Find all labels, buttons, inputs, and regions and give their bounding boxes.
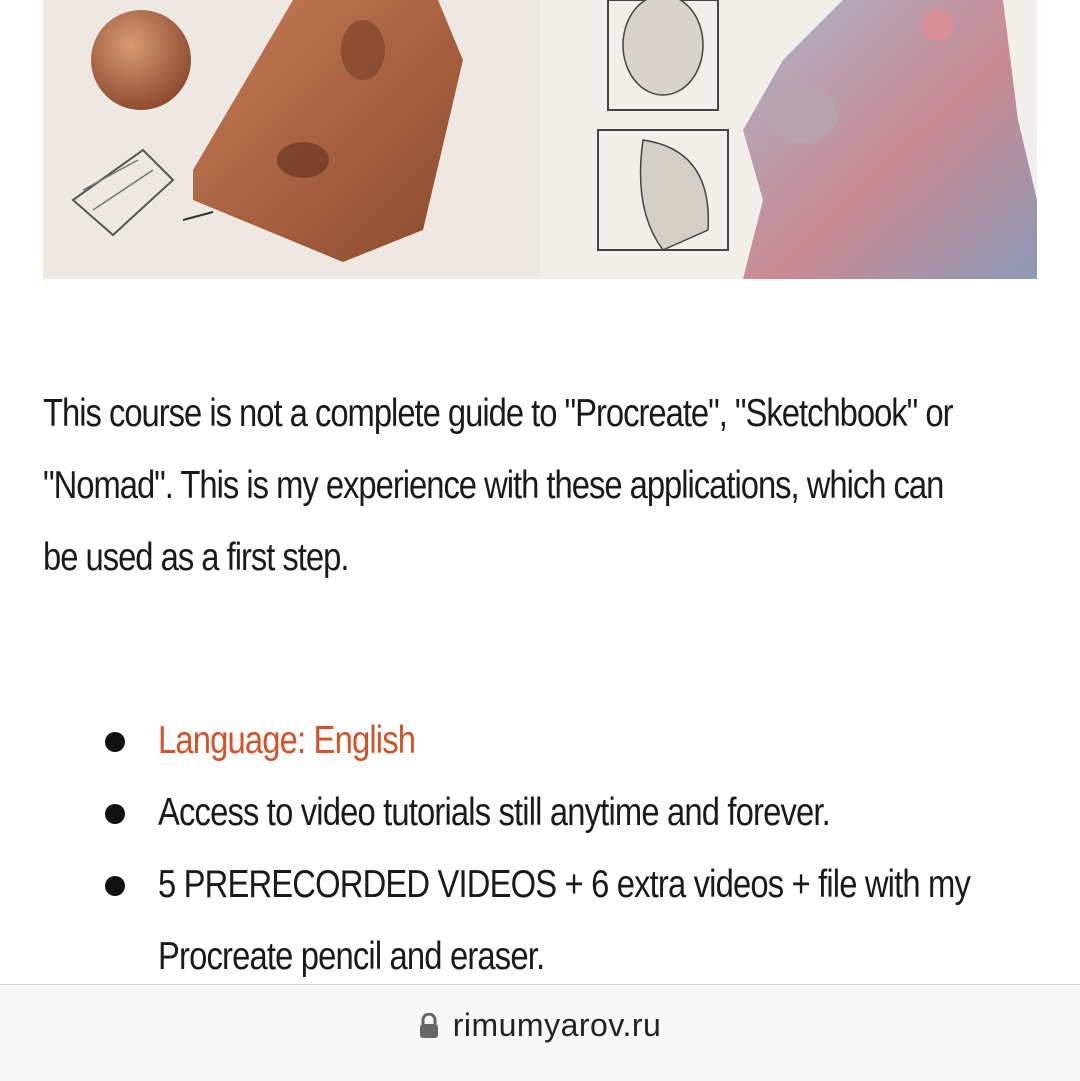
bullet-icon xyxy=(105,804,125,824)
url-text: rimumyarov.ru xyxy=(452,1007,662,1043)
intro-paragraph xyxy=(43,378,1043,594)
list-item-continuation xyxy=(105,921,1080,993)
url-display[interactable] xyxy=(0,1007,1080,1047)
feature-list xyxy=(105,705,1080,993)
list-item xyxy=(105,777,1080,849)
browser-address-bar[interactable] xyxy=(0,984,1080,1081)
clay-sphere-icon xyxy=(91,10,191,110)
intro-line-2: "Nomad". This is my experience with these applications, which can xyxy=(43,464,944,507)
bullet-icon xyxy=(105,876,125,896)
feature-videos-continued: Procreate pencil and eraser. xyxy=(158,935,545,978)
hero-image xyxy=(43,0,1037,279)
list-item xyxy=(105,849,1080,921)
intro-line-1: This course is not a complete guide to "Procreate", "Sketchbook" or xyxy=(43,392,953,435)
list-item xyxy=(105,705,1080,777)
feature-videos: 5 PRERECORDED VIDEOS + 6 extra videos + file with my xyxy=(158,863,971,906)
intro-line-3: be used as a first step. xyxy=(43,536,349,579)
feature-access: Access to video tutorials still anytime and forever. xyxy=(158,791,830,834)
bullet-icon xyxy=(105,732,125,752)
course-description xyxy=(43,378,1043,594)
hero-artwork xyxy=(43,0,1037,279)
feature-language: Language: English xyxy=(158,719,416,762)
lock-icon xyxy=(419,1010,439,1047)
